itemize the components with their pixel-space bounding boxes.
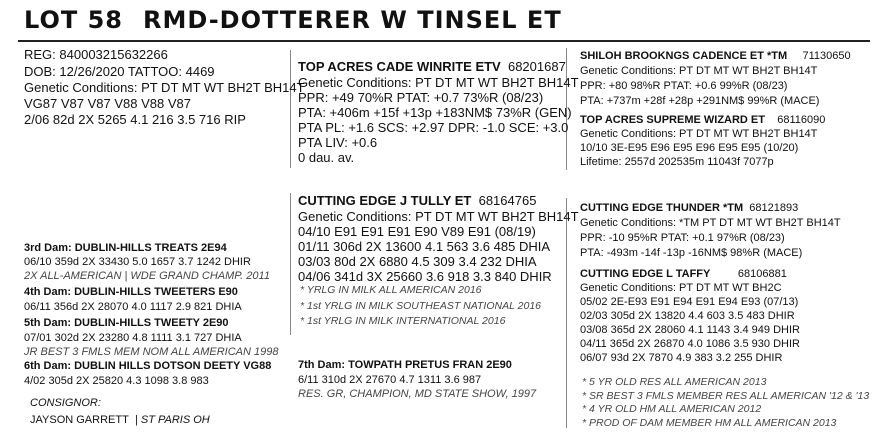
dam-dam-honor: * 4 YR OLD HM ALL AMERICAN 2012 (582, 403, 762, 415)
dam-dam-honor: * SR BEST 3 FMLS MEMBER RES ALL AMERICAN '12 & '13 (582, 389, 870, 402)
dam-name: CUTTING EDGE J TULLY ET (298, 193, 472, 208)
dam-sire-line: Genetic Conditions: *TM PT DT MT WT BH2T BH14T (580, 217, 841, 229)
dam-dam-honor: * 5 YR OLD RES ALL AMERICAN 2013 (582, 376, 767, 388)
animal-name: RMD-DOTTERER W TINSEL ET (142, 6, 562, 34)
fifth-dam-record: 07/01 302d 2X 23280 4.8 1111 3.1 727 DHIA (24, 332, 242, 344)
subject-genetics: Genetic Conditions: PT DT MT WT BH2T BH14T (24, 80, 305, 95)
dam-title (298, 193, 579, 208)
dam-reg: 68164765 (478, 193, 537, 208)
dam-honor: * 1st YRLG IN MILK SOUTHEAST NATIONAL 2016 (300, 299, 541, 312)
fourth-dam-label: 4th Dam: DUBLIN-HILLS TWEETERS E90 (24, 286, 238, 298)
dam-honors (300, 284, 541, 328)
sire-sire-name: SHILOH BROOKNGS CADENCE ET *TM (580, 50, 788, 62)
dam-sire-line: PTA: -493m -14f -13p -16NM$ 98%R (MACE) (580, 247, 803, 259)
sire-sire-title (580, 50, 851, 63)
sire-dam-line: Genetic Conditions: PT DT MT WT BH2T BH14T (580, 128, 818, 140)
third-dam-label: 3rd Dam: DUBLIN-HILLS TREATS 2E94 (24, 242, 227, 254)
sixth-dam-label: 6th Dam: DUBLIN HILLS DOTSON DEETY VG88 (24, 360, 272, 372)
sire-dam-reg: 68116090 (777, 114, 826, 126)
sire-block (298, 59, 579, 165)
seventh-dam-record: 6/11 310d 2X 27670 4.7 1311 3.6 987 (298, 374, 482, 386)
header-divider (18, 40, 870, 42)
subject-classification: VG87 V87 V87 V88 V88 V87 (24, 96, 191, 111)
dam-dam-honors (582, 376, 869, 429)
seventh-dam-label: 7th Dam: TOWPATH PRETUS FRAN 2E90 (298, 359, 512, 371)
dam-dam-line: 02/03 305d 2X 13820 4.4 603 3.5 483 DHIR (580, 310, 795, 322)
sire-name: TOP ACRES CADE WINRITE ETV (298, 59, 501, 74)
sixth-dam-record: 4/02 305d 2X 25820 4.3 1098 3.8 983 (24, 375, 209, 387)
dam-sire-title (580, 202, 841, 215)
consignor-line (30, 414, 210, 427)
lower-dams-block (24, 242, 279, 388)
dam-dam-line: Genetic Conditions: PT DT MT WT BH2C (580, 282, 782, 294)
sire-line: PTA: +406m +15f +13p +183NM$ 73%R (GEN) (298, 105, 572, 120)
subject-dob: DOB: 12/26/2020 TATTOO: 4469 (24, 64, 215, 79)
dam-dam-block (580, 268, 800, 365)
dam-dam-line: 04/11 365d 2X 26870 4.0 1086 3.5 930 DHIR (580, 338, 800, 350)
dam-block (298, 193, 579, 284)
sire-title (298, 59, 579, 74)
sire-dam-block (580, 114, 825, 169)
dam-dam-name: CUTTING EDGE L TAFFY (580, 268, 711, 280)
sire-dam-title (580, 114, 825, 127)
sire-line: Genetic Conditions: PT DT MT WT BH2T BH14T (298, 75, 579, 90)
consignor-label: CONSIGNOR: (30, 397, 101, 409)
dam-sire-block (580, 202, 841, 260)
sire-dam-line: Lifetime: 2557d 202535m 11043f 7077p (580, 156, 774, 168)
sire-sire-reg: 71130650 (802, 50, 851, 62)
dam-line: 04/06 341d 3X 25660 3.6 918 3.3 840 DHIR (298, 269, 552, 284)
consignor-name: JAYSON GARRETT (30, 414, 129, 426)
lot-number: LOT 58 (24, 6, 123, 34)
divider-left-bottom (290, 193, 291, 335)
seventh-dam-honor: RES. GR, CHAMPION, MD STATE SHOW, 1997 (298, 388, 537, 400)
fourth-dam-record: 06/11 356d 2X 28070 4.0 1117 2.9 821 DHIA (24, 301, 242, 313)
subject-reg: REG: 840003215632266 (24, 47, 168, 62)
dam-line: 01/11 306d 2X 13600 4.1 563 3.6 485 DHIA (298, 239, 551, 254)
seventh-dam-block (298, 359, 536, 401)
dam-sire-line: PPR: -10 95%R PTAT: +0.1 97%R (08/23) (580, 232, 785, 244)
dam-line: Genetic Conditions: PT DT MT WT BH2T BH14T (298, 209, 579, 224)
dam-dam-reg: 68106881 (737, 268, 787, 280)
sire-sire-line: PTA: +737m +28f +28p +291NM$ 99%R (MACE) (580, 95, 820, 107)
sire-reg: 68201687 (507, 59, 566, 74)
fifth-dam-label: 5th Dam: DUBLIN-HILLS TWEETY 2E90 (24, 317, 229, 329)
third-dam-record: 06/10 359d 2X 33430 5.0 1657 3.7 1242 DHIR (24, 256, 251, 268)
sire-dam-line: 10/10 3E-E95 E96 E95 E96 E95 E95 (10/20) (580, 142, 799, 154)
sire-line: PTA LIV: +0.6 (298, 135, 378, 150)
consignor-block (30, 397, 210, 427)
dam-line: 04/10 E91 E91 E91 E90 V89 E91 (08/19) (298, 224, 536, 239)
dam-dam-title (580, 268, 800, 281)
sire-line: 0 dau. av. (298, 150, 355, 165)
consignor-separator: | (134, 414, 138, 426)
dam-line: 03/03 80d 2X 6880 4.5 309 3.4 232 DHIA (298, 254, 537, 269)
third-dam-honor: 2X ALL-AMERICAN | WDE GRAND CHAMP. 2011 (24, 270, 270, 282)
dam-dam-line: 03/08 365d 2X 28060 4.1 1143 3.4 949 DHIR (580, 324, 800, 336)
consignor-location: ST PARIS OH (140, 414, 210, 426)
sire-sire-line: Genetic Conditions: PT DT MT WT BH2T BH14T (580, 65, 818, 77)
subject-block (24, 47, 305, 127)
subject-record: 2/06 82d 2X 5265 4.1 216 3.5 716 RIP (24, 112, 246, 127)
sire-line: PPR: +49 70%R PTAT: +0.7 73%R (08/23) (298, 90, 544, 105)
dam-dam-honor: * PROD OF DAM MEMBER HM ALL AMERICAN 2013 (582, 416, 837, 429)
dam-honor: * 1st YRLG IN MILK INTERNATIONAL 2016 (300, 315, 506, 327)
sire-sire-line: PPR: +80 98%R PTAT: +0.6 99%R (08/23) (580, 80, 788, 92)
sire-line: PTA PL: +1.6 SCS: +2.97 DPR: -1.0 SCE: +3.0 (298, 120, 569, 135)
sire-dam-name: TOP ACRES SUPREME WIZARD ET (580, 114, 765, 126)
dam-sire-name: CUTTING EDGE THUNDER *TM (580, 202, 744, 214)
sire-sire-block (580, 50, 851, 108)
dam-sire-reg: 68121893 (749, 202, 799, 214)
dam-dam-line: 06/07 93d 2X 7870 4.9 383 3.2 255 DHIR (580, 352, 783, 364)
dam-dam-line: 05/02 2E-E93 E91 E94 E91 E94 E93 (07/13) (580, 296, 799, 308)
dam-honor: * YRLG IN MILK ALL AMERICAN 2016 (300, 284, 482, 296)
fifth-dam-honor: JR BEST 3 FMLS MEM NOM ALL AMERICAN 1998 (24, 346, 279, 358)
lot-header (24, 6, 562, 34)
